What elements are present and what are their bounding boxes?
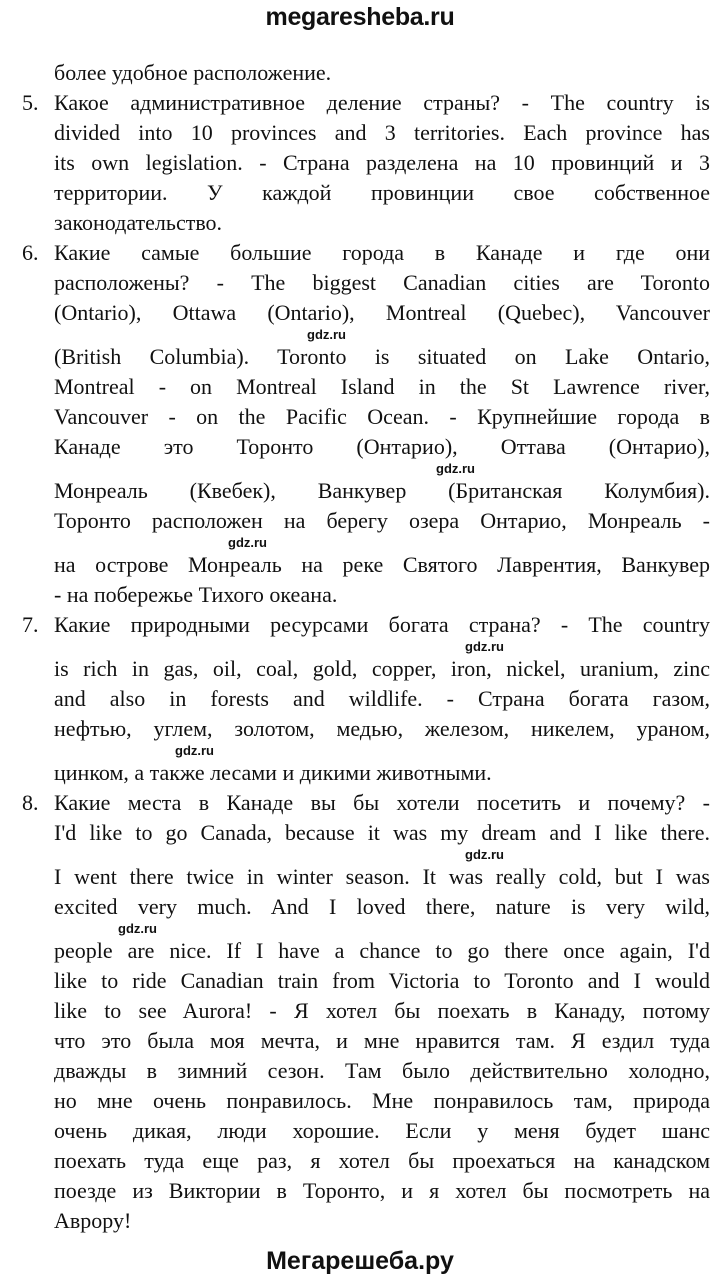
line-text: (British Columbia). Toronto is situated on Lake Ontario, bbox=[54, 344, 710, 369]
item-number: 7. bbox=[22, 612, 39, 637]
text-line bbox=[54, 148, 710, 178]
line-text: очень дикая, люди хорошие. Если у меня будет шанс bbox=[54, 1118, 710, 1143]
list-item bbox=[0, 610, 720, 788]
watermark: gdz.ru bbox=[175, 743, 214, 758]
watermark: gdz.ru bbox=[436, 461, 475, 476]
text-line bbox=[54, 1056, 710, 1086]
line-text: is rich in gas, oil, coal, gold, copper, iron, nickel, uranium, zinc bbox=[54, 656, 710, 681]
text-line bbox=[54, 432, 710, 462]
text-line bbox=[54, 208, 710, 238]
line-text: divided into 10 provinces and 3 territories. Each province has bbox=[54, 120, 710, 145]
line-text: нефтью, углем, золотом, медью, железом, никелем, ураном, bbox=[54, 716, 710, 741]
line-text: но мне очень понравилось. Мне понравилось там, природа bbox=[54, 1088, 710, 1113]
line-text: Vancouver - on the Pacific Ocean. - Крупнейшие города в bbox=[54, 404, 710, 429]
line-text: цинком, а также лесами и дикими животными. bbox=[54, 760, 492, 785]
site-footer: Мегарешеба.ру bbox=[266, 1247, 454, 1275]
text-line bbox=[54, 654, 710, 684]
text-line bbox=[54, 506, 710, 536]
watermark: gdz.ru bbox=[228, 535, 267, 550]
text-line bbox=[22, 788, 710, 818]
text-line bbox=[54, 714, 710, 744]
document-body bbox=[0, 58, 720, 1236]
text-line bbox=[54, 550, 710, 580]
text-line bbox=[54, 342, 710, 372]
line-text: Аврору! bbox=[54, 1208, 132, 1233]
text-line bbox=[54, 402, 710, 432]
line-text: people are nice. If I have a chance to go there once again, I'd bbox=[54, 938, 710, 963]
text-line bbox=[54, 684, 710, 714]
line-text: Монреаль (Квебек), Ванкувер (Британская Колумбия). bbox=[54, 478, 710, 503]
text-line bbox=[54, 892, 710, 922]
text-line bbox=[54, 1206, 710, 1236]
text-line bbox=[54, 996, 710, 1026]
line-text: на острове Монреаль на реке Святого Лаврентия, Ванкувер bbox=[54, 552, 710, 577]
line-text: - на побережье Тихого океана. bbox=[54, 582, 338, 607]
text-line bbox=[54, 476, 710, 506]
line-text: Какие места в Канаде вы бы хотели посетить и почему? - bbox=[54, 790, 710, 815]
text-line bbox=[54, 118, 710, 148]
line-text: расположены? - The biggest Canadian cities are Toronto bbox=[54, 270, 710, 295]
site-header: megaresheba.ru bbox=[265, 3, 455, 31]
list-item bbox=[0, 788, 720, 1236]
text-line bbox=[54, 1086, 710, 1116]
line-text: поехать туда еще раз, я хотел бы проехаться на канадском bbox=[54, 1148, 710, 1173]
line-text: (Ontario), Ottawa (Ontario), Montreal (Quebec), Vancouver bbox=[54, 300, 710, 325]
line-text: excited very much. And I loved there, nature is very wild, bbox=[54, 894, 710, 919]
text-line bbox=[54, 268, 710, 298]
text-line bbox=[22, 238, 710, 268]
text-line bbox=[22, 610, 710, 640]
list-item bbox=[0, 238, 720, 610]
text-line bbox=[22, 88, 710, 118]
text-line bbox=[54, 1116, 710, 1146]
item-number: 8. bbox=[22, 790, 39, 815]
text-line bbox=[54, 298, 710, 328]
line-text: its own legislation. - Страна разделена на 10 провинций и 3 bbox=[54, 150, 710, 175]
text-line bbox=[54, 1026, 710, 1056]
text-line bbox=[54, 178, 710, 208]
line-text: поезде из Виктории в Торонто, и я хотел бы посмотреть на bbox=[54, 1178, 710, 1203]
text-line bbox=[54, 1146, 710, 1176]
text-line bbox=[54, 818, 710, 848]
line-text: Какие самые большие города в Канаде и где они bbox=[54, 240, 710, 265]
list-item bbox=[0, 88, 720, 238]
line-text: like to see Aurora! - Я хотел бы поехать в Канаду, потому bbox=[54, 998, 710, 1023]
text-line bbox=[54, 580, 710, 610]
watermark: gdz.ru bbox=[465, 639, 504, 654]
line-text: Торонто расположен на берегу озера Онтарио, Монреаль - bbox=[54, 508, 710, 533]
item-number: 5. bbox=[22, 90, 39, 115]
text-line bbox=[54, 936, 710, 966]
line-text: что это была моя мечта, и мне нравится там. Я ездил туда bbox=[54, 1028, 710, 1053]
line-text: законодательство. bbox=[54, 210, 223, 235]
text-line bbox=[54, 372, 710, 402]
text-line bbox=[54, 862, 710, 892]
text-line bbox=[54, 966, 710, 996]
line-text: I'd like to go Canada, because it was my dream and I like there. bbox=[54, 820, 710, 845]
watermark: gdz.ru bbox=[307, 327, 346, 342]
line-text: Montreal - on Montreal Island in the St Lawrence river, bbox=[54, 374, 710, 399]
answer-list bbox=[0, 88, 720, 1236]
text-line bbox=[54, 758, 710, 788]
watermark: gdz.ru bbox=[465, 847, 504, 862]
line-text: территории. У каждой провинции свое собственное bbox=[54, 180, 710, 205]
text-line bbox=[54, 1176, 710, 1206]
line-text: дважды в зимний сезон. Там было действительно холодно, bbox=[54, 1058, 710, 1083]
watermark: gdz.ru bbox=[118, 921, 157, 936]
line-text: Канаде это Торонто (Онтарио), Оттава (Онтарио), bbox=[54, 434, 710, 459]
line-text: Какое административное деление страны? - The country is bbox=[54, 90, 710, 115]
intro-line: более удобное расположение. bbox=[54, 60, 332, 85]
line-text: I went there twice in winter season. It was really cold, but I was bbox=[54, 864, 710, 889]
line-text: and also in forests and wildlife. - Страна богата газом, bbox=[54, 686, 710, 711]
line-text: Какие природными ресурсами богата страна? - The country bbox=[54, 612, 710, 637]
line-text: like to ride Canadian train from Victoria to Toronto and I would bbox=[54, 968, 710, 993]
item-number: 6. bbox=[22, 240, 39, 265]
